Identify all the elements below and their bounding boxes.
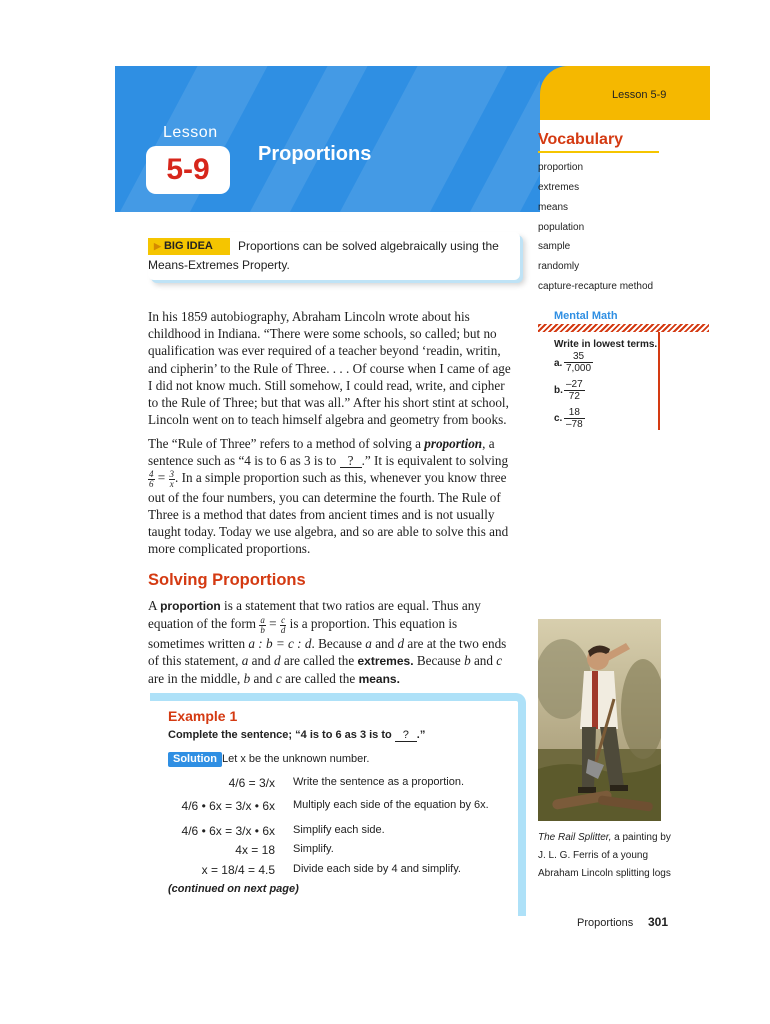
- rule-of-three-paragraph: The “Rule of Three” refers to a method of solving a proportion, a sentence such as “4 is to 6 as 3 is to ? .” It is equivalent to solving $\frac{4}{6}$ = $\frac{3}{x}$ . In a simple proportion such as this, whenever you know three out of the four numbers, you can determine the fourth. The Rule of Three is a method that dates from ancient times and is not usually taught today. Today we use algebra, and so are able to solve this and more complicated proportions.: [148, 436, 509, 557]
- big-idea-tag-label: BIG IDEA: [163, 240, 213, 252]
- vocabulary-divider: [538, 151, 659, 153]
- step-2-equation: 4/6 • 6x = 3/x • 6x: [181, 799, 275, 813]
- step-5-equation: x = 18/4 = 4.5: [201, 863, 275, 877]
- vocab-item: sample: [538, 241, 571, 252]
- lesson-label: Lesson: [163, 124, 218, 141]
- step-2-description: Multiply each side of the equation by 6x.: [293, 799, 489, 811]
- example-blank: ?: [395, 729, 417, 742]
- mental-math-instruction: Write in lowest terms.: [554, 339, 658, 350]
- arrow-icon: ▶: [154, 241, 161, 251]
- fraction-4-6: $\frac{4}{6}$: [149, 468, 154, 489]
- lesson-number: 5-9: [166, 153, 210, 186]
- rail-splitter-painting: [538, 619, 661, 821]
- section-heading: Solving Proportions: [148, 571, 306, 589]
- step-3-description: Simplify each side.: [293, 824, 385, 836]
- vocabulary-heading: Vocabulary: [538, 131, 624, 148]
- solution-text: Let x be the unknown number.: [222, 753, 370, 765]
- fraction-a-b: $\frac{a}{b}$: [260, 614, 265, 635]
- vocab-item: population: [538, 222, 585, 233]
- ratio-notation: a : b = c : d: [248, 635, 312, 651]
- term-proportion-bold: proportion: [160, 599, 221, 613]
- continued-note: (continued on next page): [168, 883, 299, 895]
- solution-tag: Solution: [168, 752, 222, 767]
- vocab-item: means: [538, 202, 569, 213]
- mental-math-stripe: [538, 324, 709, 332]
- example-title: Example 1: [168, 708, 238, 724]
- mental-math-heading: Mental Math: [554, 310, 618, 322]
- step-5-description: Divide each side by 4 and simplify.: [293, 863, 461, 875]
- step-4-description: Simplify.: [293, 843, 334, 855]
- lesson-number-badge: [146, 146, 230, 194]
- vocab-item: proportion: [538, 162, 584, 173]
- vocab-item: randomly: [538, 261, 580, 272]
- mental-math-fraction-b: $\frac{-27}{72}$: [566, 379, 583, 402]
- example-question: Complete the sentence; “4 is to 6 as 3 is to ? .”: [168, 729, 426, 741]
- fraction-3-x: $\frac{3}{x}$: [169, 468, 175, 489]
- proportion-definition-paragraph: A proportion is a statement that two ratios are equal. Thus any equation of the form $\frac{a}{b}$ = $\frac{c}{d}$ is a proportion. This equation is sometimes written a : b = c : d. Because a and d are at the two ends of this statement, a and d are called the extremes. Because b and c are in the middle, b and c are called the means.: [148, 598, 507, 687]
- footer-title: Proportions: [577, 917, 634, 929]
- vocab-item: extremes: [538, 182, 580, 193]
- mental-math-fraction-a: $\frac{35}{7,000}$: [566, 351, 592, 374]
- term-extremes: extremes.: [357, 653, 414, 668]
- painting-caption: The Rail Splitter, a painting by J. L. G. Ferris of a young Abraham Lincoln splitting logs: [538, 832, 671, 879]
- fraction-c-d: $\frac{c}{d}$: [280, 614, 286, 635]
- mental-math-fraction-c: $\frac{18}{-78}$: [566, 407, 583, 430]
- step-3-equation: 4/6 • 6x = 3/x • 6x: [181, 824, 275, 838]
- term-proportion: proportion: [424, 436, 483, 451]
- lesson-tab-label: Lesson 5-9: [612, 89, 667, 101]
- page-number: 301: [648, 915, 669, 929]
- term-means: means.: [358, 672, 400, 687]
- mental-math-label-b: b.: [554, 385, 563, 396]
- painting-title: The Rail Splitter,: [538, 832, 612, 843]
- intro-paragraph: In his 1859 autobiography, Abraham Lincoln wrote about his childhood in Indiana. “There were some schools, so called; but no qualification was ever required of a teacher beyond ‘readin, writin, and cipherin’ to the Rule of Three. . . . Of course when I came of age I did not know much. Still somehow, I could read, write, and cipher to the Rule of Three; but that was all.” After his short stint at school, Lincoln went on to teach himself algebra and geometry from books.: [148, 309, 511, 428]
- big-idea-text: Proportions can be solved algebraically using the Means-Extremes Property.: [148, 239, 499, 272]
- mental-math-label-a: a.: [554, 358, 563, 369]
- mental-math-label-c: c.: [554, 413, 563, 424]
- step-1-equation: 4/6 = 3/x: [228, 776, 275, 790]
- page-title: Proportions: [258, 143, 372, 165]
- answer-blank: ?: [340, 455, 362, 468]
- vocab-item: capture-recapture method: [538, 281, 654, 292]
- step-1-description: Write the sentence as a proportion.: [293, 776, 465, 788]
- step-4-equation: 4x = 18: [235, 843, 275, 857]
